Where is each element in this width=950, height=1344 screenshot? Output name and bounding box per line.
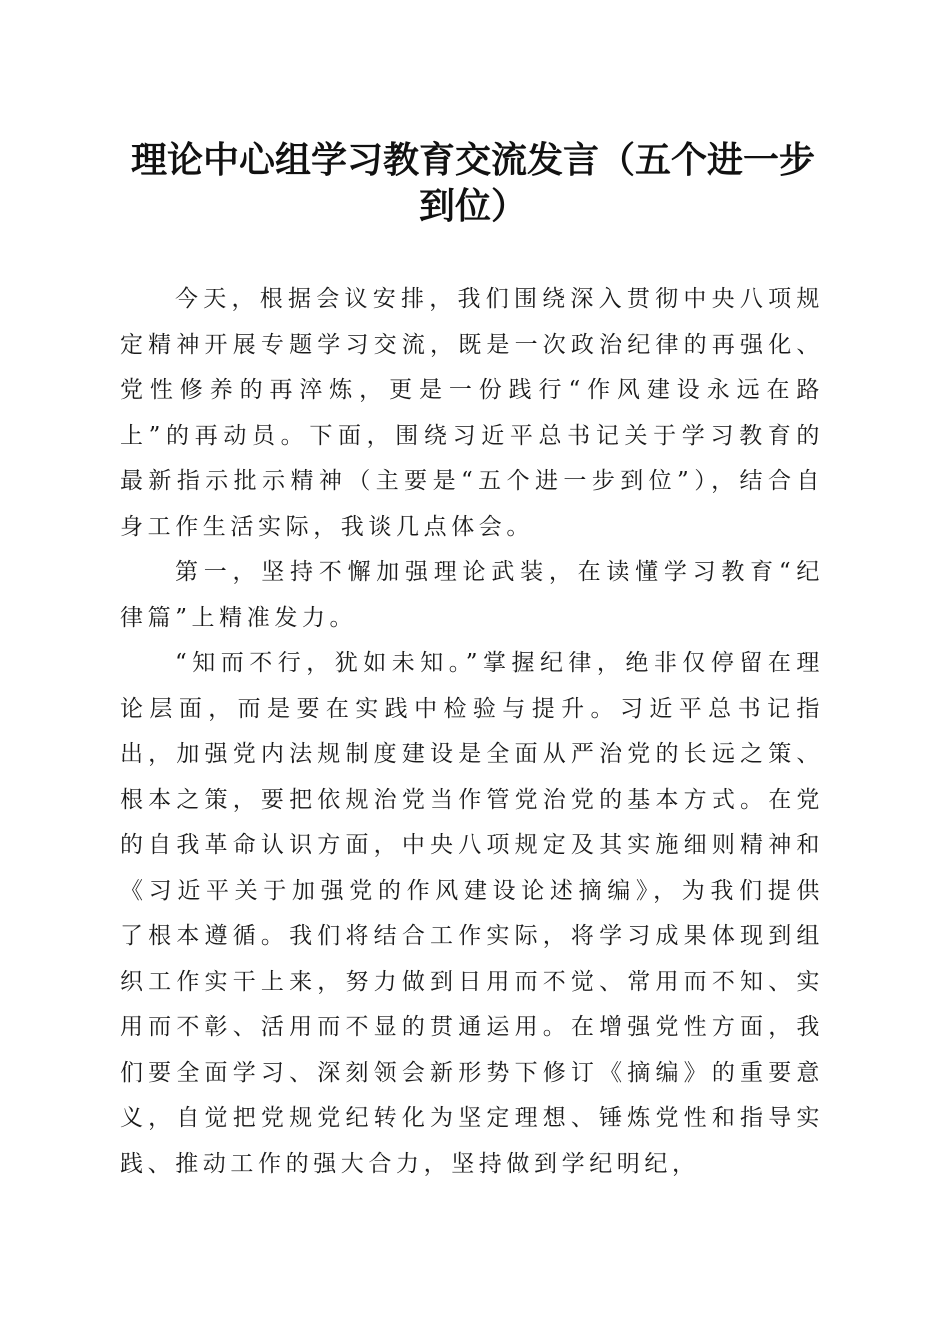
document-body [120,277,824,1187]
document-title: 理论中心组学习教育交流发言（五个进一步到位） [130,139,815,227]
paragraph-section-one-heading: 第一，坚持不懈加强理论武装，在读懂学习教育“纪律篇”上精准发力。 [120,559,824,631]
paragraph-section-one-body: “知而不行，犹如未知。”掌握纪律，绝非仅停留在理论层面，而是要在实践中检验与提升。习近平总书记指出，加强党内法规制度建设是全面从严治党的长远之策、根本之策，要把依规治党当作管党治党的基本方式。在党的自我革命认识方面，中央八项规定及其实施细则精神和《习近平关于加强党的作风建设论述摘编》，为我们提供了根本遵循。我们将结合工作实际，将学习成果体现到组织工作实干上来，努力做到日用而不觉、常用而不知、实用而不彰、活用而不显的贯通运用。在增强党性方面，我们要全面学习、深刻领会新形势下修订《摘编》的重要意义，自觉把党规党纪转化为坚定理想、锤炼党性和指导实践、推动工作的强大合力，坚持做到学纪明纪， [120,650,824,1177]
paragraph-intro: 今天，根据会议安排，我们围绕深入贯彻中央八项规定精神开展专题学习交流，既是一次政治纪律的再强化、党性修养的再淬炼，更是一份践行“作风建设永远在路上”的再动员。下面，围绕习近平总书记关于学习教育的最新指示批示精神（主要是“五个进一步到位”），结合自身工作生活实际，我谈几点体会。 [120,286,824,540]
